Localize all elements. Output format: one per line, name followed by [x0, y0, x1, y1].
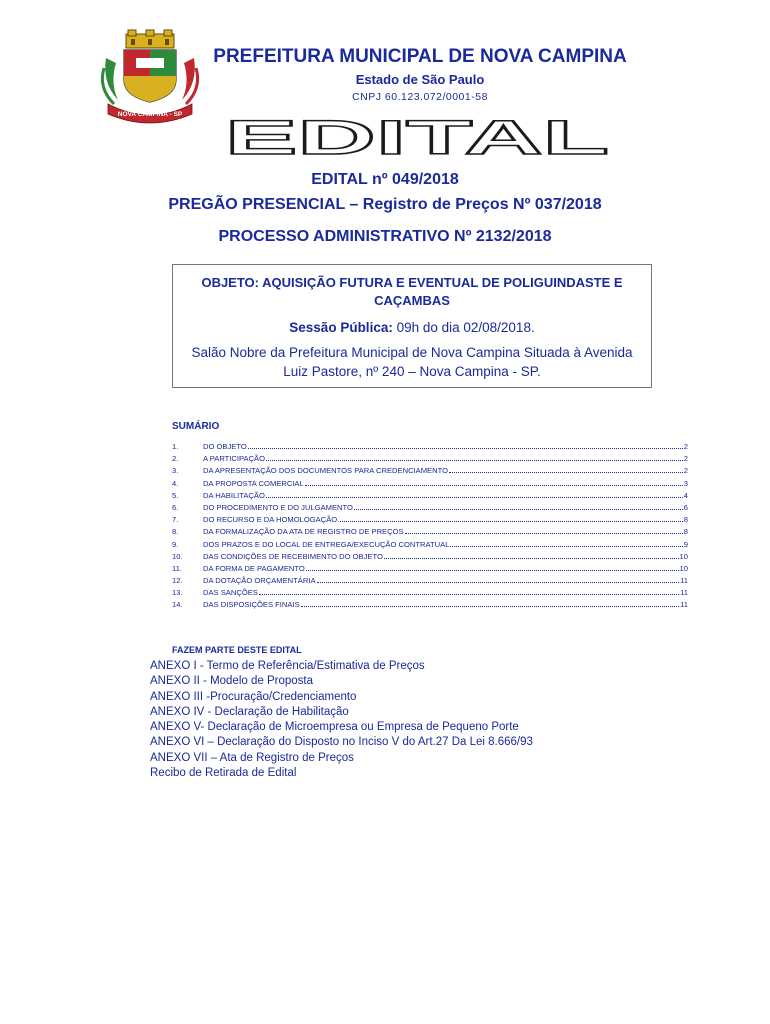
toc-label: DO PROCEDIMENTO E DO JULGAMENTO	[203, 502, 353, 512]
annexes-title: FAZEM PARTE DESTE EDITAL	[172, 645, 302, 655]
crest-ribbon-text: NOVA CAMPINA - SP	[117, 111, 183, 118]
toc-row[interactable]	[172, 527, 688, 539]
toc-number: 1.	[172, 442, 179, 451]
toc-leader-dots	[306, 569, 679, 571]
toc-page: 10	[679, 563, 688, 573]
toc-label: DA PROPOSTA COMERCIAL	[203, 478, 304, 488]
sumario-title: SUMÁRIO	[172, 421, 220, 432]
toc-leader-dots	[259, 593, 679, 595]
toc-page: 2	[683, 454, 688, 464]
toc-page: 6	[683, 502, 688, 512]
toc-row[interactable]	[172, 576, 688, 588]
toc-number: 2.	[172, 454, 179, 464]
annex-item: Recibo de Retirada de Edital	[150, 767, 297, 780]
toc-leader-dots	[340, 520, 682, 522]
toc-row[interactable]	[172, 442, 688, 454]
toc-leader-dots	[450, 545, 682, 547]
toc-page: 11	[680, 576, 688, 586]
toc-label: A PARTICIPAÇÃO	[203, 454, 266, 464]
objeto-box	[172, 264, 652, 388]
annex-item: ANEXO V- Declaração de Microempresa ou Empresa de Pequeno Porte	[150, 721, 519, 734]
toc-row[interactable]	[172, 552, 688, 564]
edital-banner-word	[222, 116, 612, 158]
toc-number: 8.	[172, 527, 179, 537]
sessao-location: Salão Nobre da Prefeitura Municipal de Nova Campina Situada à Avenida Luiz Pastore, nº 240 – Nova Campina - SP.	[191, 345, 633, 379]
objeto-text: OBJETO: AQUISIÇÃO FUTURA E EVENTUAL DE POLIGUINDASTE E CAÇAMBAS	[201, 275, 623, 308]
sessao-line	[173, 320, 651, 335]
toc-row[interactable]	[172, 479, 688, 491]
toc-page: 8	[683, 527, 688, 537]
edital-banner-text: EDITAL	[225, 116, 609, 158]
toc-leader-dots	[384, 557, 679, 559]
edital-number-title: EDITAL nº 049/2018	[311, 171, 459, 188]
toc-number: 14.	[172, 600, 183, 610]
annex-item: ANEXO III -Procuração/Credenciamento	[150, 690, 357, 703]
toc-label: DA APRESENTAÇÃO DOS DOCUMENTOS PARA CREDENCIAMENTO	[203, 466, 449, 476]
processo-title: PROCESSO ADMINISTRATIVO Nº 2132/2018	[218, 228, 552, 245]
toc-row[interactable]	[172, 466, 688, 478]
toc-row[interactable]	[172, 515, 688, 527]
toc-leader-dots	[305, 484, 683, 486]
toc-number: 6.	[172, 502, 179, 512]
toc-page: 2	[683, 466, 688, 476]
sessao-label: Sessão Pública:	[289, 320, 393, 335]
toc-leader-dots	[449, 471, 683, 473]
toc-number: 3.	[172, 466, 179, 476]
toc-number: 13.	[172, 588, 183, 598]
annex-item: ANEXO IV - Declaração de Habilitação	[150, 705, 349, 718]
toc-leader-dots	[266, 496, 683, 498]
annex-item: ANEXO II - Modelo de Proposta	[150, 675, 313, 688]
toc-number: 9.	[172, 539, 179, 549]
toc-page: 4	[683, 490, 688, 500]
toc-row[interactable]	[172, 540, 688, 552]
toc-label: DA FORMA DE PAGAMENTO	[203, 563, 305, 573]
municipal-crest-logo	[96, 28, 204, 128]
annex-list	[150, 659, 533, 781]
toc-number: 7.	[172, 515, 179, 525]
toc-leader-dots	[266, 459, 683, 461]
toc-label: DA HABILITAÇÃO	[203, 490, 265, 500]
toc-page: 11	[680, 600, 688, 610]
toc-label: DA DOTAÇÃO ORÇAMENTÁRIA	[203, 576, 316, 586]
toc-page: 8	[683, 515, 688, 525]
toc-number: 5.	[172, 490, 179, 500]
toc-label: DOS PRAZOS E DO LOCAL DE ENTREGA/EXECUÇÃO CONTRATUAL	[203, 539, 450, 549]
sessao-value: 09h do dia 02/08/2018.	[392, 320, 535, 335]
toc-leader-dots	[317, 581, 680, 583]
toc-page: 9	[683, 539, 688, 549]
toc-label: DO OBJETO	[203, 442, 247, 451]
toc-label: DAS DISPOSIÇÕES FINAIS	[203, 600, 300, 610]
state-subtitle: Estado de São Paulo	[355, 72, 485, 87]
pregao-title: PREGÃO PRESENCIAL – Registro de Preços Nº 037/2018	[168, 196, 602, 213]
toc-label: DAS CONDIÇÕES DE RECEBIMENTO DO OBJETO	[203, 551, 383, 561]
toc-row[interactable]	[172, 564, 688, 576]
toc-leader-dots	[301, 605, 679, 607]
toc-number: 4.	[172, 478, 179, 488]
toc-row[interactable]	[172, 588, 688, 600]
toc-row[interactable]	[172, 491, 688, 503]
table-of-contents	[172, 442, 688, 613]
toc-page: 10	[679, 551, 688, 561]
toc-row[interactable]	[172, 454, 688, 466]
toc-label: DO RECURSO E DA HOMOLOGAÇÃO.	[203, 515, 340, 525]
toc-page: 11	[680, 588, 688, 598]
toc-number: 12.	[172, 576, 183, 586]
toc-row[interactable]	[172, 600, 688, 612]
toc-row[interactable]	[172, 503, 688, 515]
toc-leader-dots	[248, 447, 683, 449]
toc-leader-dots	[405, 532, 683, 534]
toc-page: 3	[683, 478, 688, 488]
toc-page: 2	[683, 442, 688, 451]
annex-item: ANEXO I - Termo de Referência/Estimativa de Preços	[150, 660, 425, 672]
toc-number: 10.	[172, 551, 183, 561]
toc-label: DA FORMALIZAÇÃO DA ATA DE REGISTRO DE PREÇOS	[203, 527, 404, 537]
municipality-title: PREFEITURA MUNICIPAL DE NOVA CAMPINA	[213, 46, 627, 67]
toc-label: DAS SANÇÕES	[203, 588, 258, 598]
cnpj-text: CNPJ 60.123.072/0001-58	[352, 91, 488, 103]
toc-number: 11.	[172, 563, 182, 573]
toc-leader-dots	[354, 508, 683, 510]
annex-item: ANEXO VI – Declaração do Disposto no Inciso V do Art.27 Da Lei 8.666/93	[150, 736, 533, 749]
annex-item: ANEXO VII – Ata de Registro de Preços	[150, 751, 354, 764]
